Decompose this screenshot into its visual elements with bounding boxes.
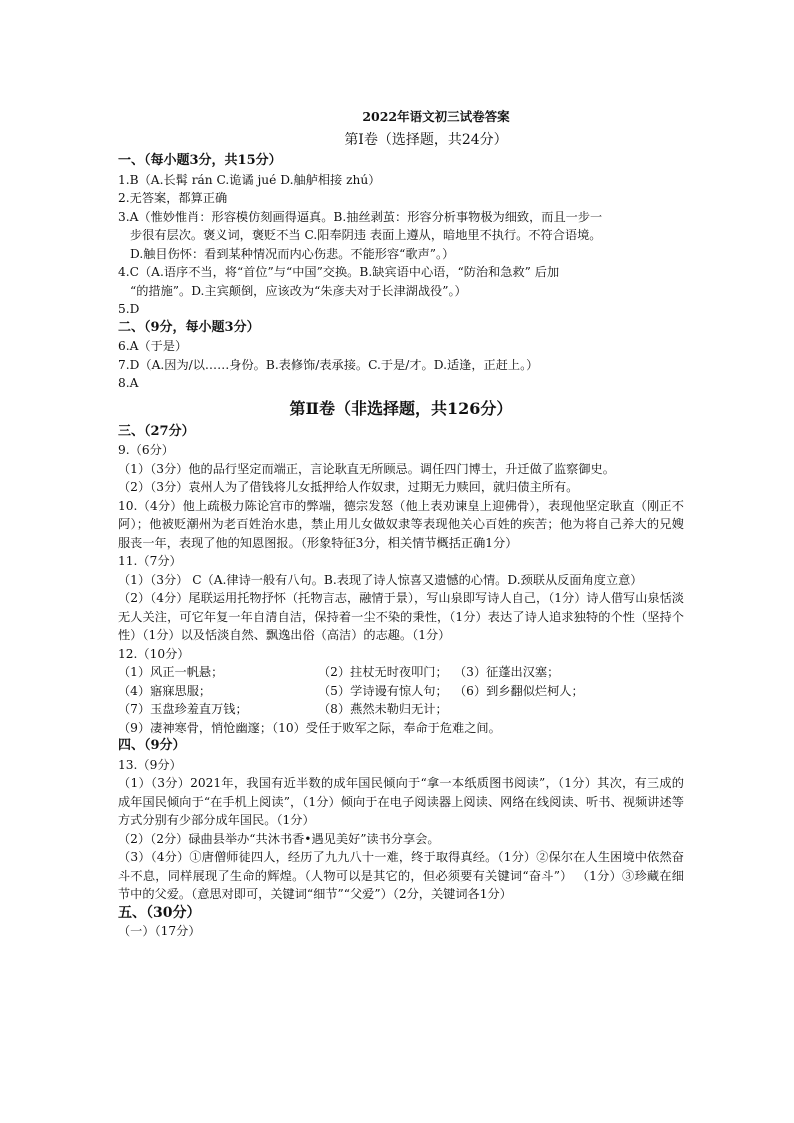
part1-title: 第Ⅰ卷（选择题，共24分） — [344, 132, 508, 148]
answer-12-item: （2）拄杖无时夜叩门； — [318, 665, 448, 679]
answer-3-line1: 3.A（惟妙惟肖：形容模仿刻画得逼真。B.抽丝剥茧：形容分析事物极为细致，而且一步一 — [118, 209, 603, 224]
answer-12-item: （6）到乡翻似烂柯人； — [454, 683, 584, 698]
answer-11-2: （2）（4分）尾联运用托物抒怀（托物言志，融情于景），写山泉即写诗人自己，（1分）诗人借写山泉恬淡无人关注，可它年复一年自清自洁，保持着一尘不染的秉性，（1分）表达了诗人追求独特的个性（坚持个性）（1分）以及恬淡自然、飘逸出俗（高洁）的志趣。（1分） — [118, 591, 684, 642]
answer-12-row — [118, 700, 684, 719]
answer-4-line1: 4.C（A.语序不当，将“首位”与“中国”交换。B.缺宾语中心语，“防治和急救” 后加 — [118, 265, 560, 279]
question-9-head: 9.（6分） — [118, 443, 174, 457]
answer-12-item: （7）玉盘珍羞直万钱； — [118, 702, 248, 716]
answer-3-line2: 步很有层次。褒义词，褒贬不当 C.阳奉阴违 表面上遵从，暗地里不执行。不符合语境。 — [130, 228, 602, 242]
answer-6: 6.A（于是） — [118, 339, 188, 353]
answer-12-item: （1）风正一帆悬； — [118, 665, 224, 679]
section-1-heading: 一、（每小题3分，共15分） — [118, 153, 282, 168]
answer-12-item: （5）学诗谩有惊人句； — [318, 683, 448, 698]
answer-9-2: （2）（3分）袁州人为了借钱将儿女抵押给人作奴隶，过期无力赎回，就归债主所有。 — [118, 480, 579, 494]
answer-2: 2.无答案，都算正确 — [118, 191, 228, 205]
answer-11-1: （1）（3分） C（A.律诗一般有八句。B.表现了诗人惊喜又遗憾的心情。D.颈联从反面角度立意） — [118, 572, 643, 587]
answer-12-last: （9）凄神寒骨，悄怆幽邃；（10）受任于败军之际，奉命于危难之间。 — [118, 720, 501, 735]
answer-13-2: （2）（2分）碌曲县举办“共沐书香•遇见美好”读书分享会。 — [118, 831, 440, 846]
answer-13-1: （1）（3分）2021年，我国有近半数的成年国民倾向于“拿一本纸质图书阅读”，（1分）其次，有三成的成年国民倾向于“在手机上阅读”，（1分）倾向于在电子阅读器上阅读、网络在线阅读、听书、视频讲述等方式分别有少部分成年国民。（1分） — [118, 776, 684, 827]
answer-7: 7.D（A.因为/以……身份。B.表修饰/表承接。C.于是/才。D.适逢，正赶上。） — [118, 357, 539, 372]
answer-document — [118, 108, 684, 941]
answer-12-item: （4）寤寐思服； — [118, 683, 212, 698]
section-2-heading: 二、（9分，每小题3分） — [118, 319, 260, 335]
answer-12-item: （8）燕然未勒归无计； — [318, 702, 448, 716]
answer-10: 10.（4分）他上疏极力陈论宫市的弊端，德宗发怒（他上表劝谏皇上迎佛骨），表现他坚定耿直（刚正不阿）；他被贬潮州为老百姓治水患，禁止用儿女做奴隶等表现他关心百姓的疾苦；他为将自己养大的兄嫂服丧一年，表现了他的知恩图报。（形象特征3分，相关情节概括正确1分） — [118, 498, 684, 550]
section-4-heading: 四、（9分） — [118, 738, 186, 753]
section-3-heading: 三、（27分） — [118, 423, 195, 439]
question-11-head: 11.（7分） — [118, 554, 182, 568]
answer-3-line3: D.触目伤怀：看到某种情况而内心伤悲。不能形容“歌声”。） — [130, 246, 455, 261]
answer-5: 5.D — [118, 302, 140, 316]
question-12-head: 12.（10分） — [118, 646, 190, 661]
answer-9-1: （1）（3分）他的品行坚定而端正，言论耿直无所顾忌。调任四门博士，升迁做了监察御史。 — [118, 461, 615, 476]
answer-4-line2: “的措施”。D.主宾颠倒，应该改为“朱彦夫对于长津湖战役”。） — [130, 283, 467, 298]
answer-8: 8.A — [118, 376, 139, 390]
answer-12-row — [118, 682, 684, 701]
answer-1: 1.B（A.长髯 rán C.诡谲 jué D.舳舻相接 zhú） — [118, 172, 381, 187]
section-5-subheading: （一）（17分） — [118, 924, 201, 938]
answer-12-item: （3）征蓬出汉塞； — [454, 665, 560, 679]
answer-12-row — [118, 663, 684, 682]
section-5-heading: 五、（30分） — [118, 904, 201, 921]
question-13-head: 13.（9分） — [118, 757, 182, 772]
part2-title: 第Ⅱ卷（非选择题，共126分） — [289, 398, 513, 418]
document-title: 2022年语文初三试卷答案 — [362, 109, 510, 124]
answer-13-3: （3）（4分）①唐僧师徒四人，经历了九九八十一难，终于取得真经。（1分）②保尔在人生困境中依然奋斗不息，同样展现了生命的辉煌。（人物可以是其它的，但必须要有关键词“奋斗”） （1分）③珍藏在细节中的父爱。（意思对即可，关键词“细节”“父爱”）（2分，关键词各1分） — [118, 850, 684, 901]
